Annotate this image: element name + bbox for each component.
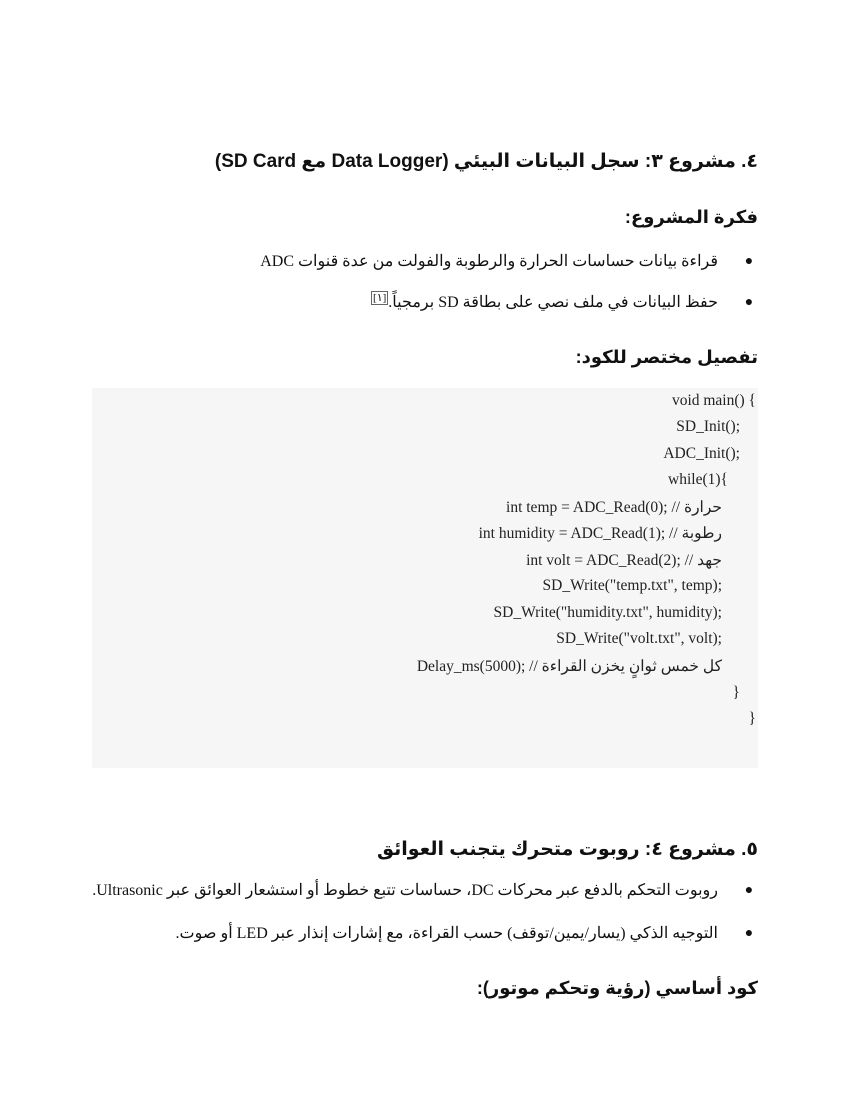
code-detail-heading: تفصيل مختصر للكود: xyxy=(575,347,758,367)
section-5-heading: ٥. مشروع ٤: روبوت متحرك يتجنب العوائق xyxy=(376,839,758,860)
code-line: int volt = ADC_Read(2); // جهد xyxy=(526,552,722,569)
bullet-text: روبوت التحكم بالدفع عبر محركات DC، حساسات تتبع خطوط أو استشعار العوائق عبر Ultrasonic. xyxy=(92,882,718,899)
code-line: ADC_Init(); xyxy=(663,445,740,462)
code-line: SD_Write("volt.txt", volt); xyxy=(556,630,722,647)
bullet-text: حفظ البيانات في ملف نصي على بطاقة SD برمجياً. xyxy=(388,294,718,311)
bullet-icon: ● xyxy=(744,295,754,310)
project-idea-heading: فكرة المشروع: xyxy=(624,207,758,227)
bullet-icon: ● xyxy=(744,926,754,941)
code-line: SD_Write("humidity.txt", humidity); xyxy=(493,604,722,621)
code-line: void main() { xyxy=(671,392,756,409)
bullet-icon: ● xyxy=(744,883,754,898)
basic-code-heading: كود أساسي (رؤية وتحكم موتور): xyxy=(476,978,758,998)
code-line: } xyxy=(748,710,756,727)
bullet-text: التوجيه الذكي (يسار/يمين/توقف) حسب القراءة، مع إشارات إنذار عبر LED أو صوت. xyxy=(175,925,718,942)
code-line: } xyxy=(732,684,740,701)
code-block xyxy=(92,388,758,768)
bullet-text-wrap xyxy=(371,292,718,314)
bullet-text: قراءة بيانات حساسات الحرارة والرطوبة والفولت من عدة قنوات ADC xyxy=(260,253,718,270)
code-line: int humidity = ADC_Read(1); // رطوبة xyxy=(478,525,722,542)
code-line: Delay_ms(5000); // كل خمس ثوانٍ يخزن القراءة xyxy=(416,658,722,675)
bullet-icon: ● xyxy=(744,254,754,269)
code-line: int temp = ADC_Read(0); // حرارة xyxy=(506,499,722,516)
code-line: SD_Init(); xyxy=(676,418,740,435)
code-line: while(1){ xyxy=(668,471,728,488)
section-4-heading: ٤. مشروع ٣: سجل البيانات البيئي (Data Logger مع SD Card) xyxy=(214,151,758,172)
code-line: SD_Write("temp.txt", temp); xyxy=(542,577,722,594)
footnote-link[interactable]: [١] xyxy=(373,291,387,304)
